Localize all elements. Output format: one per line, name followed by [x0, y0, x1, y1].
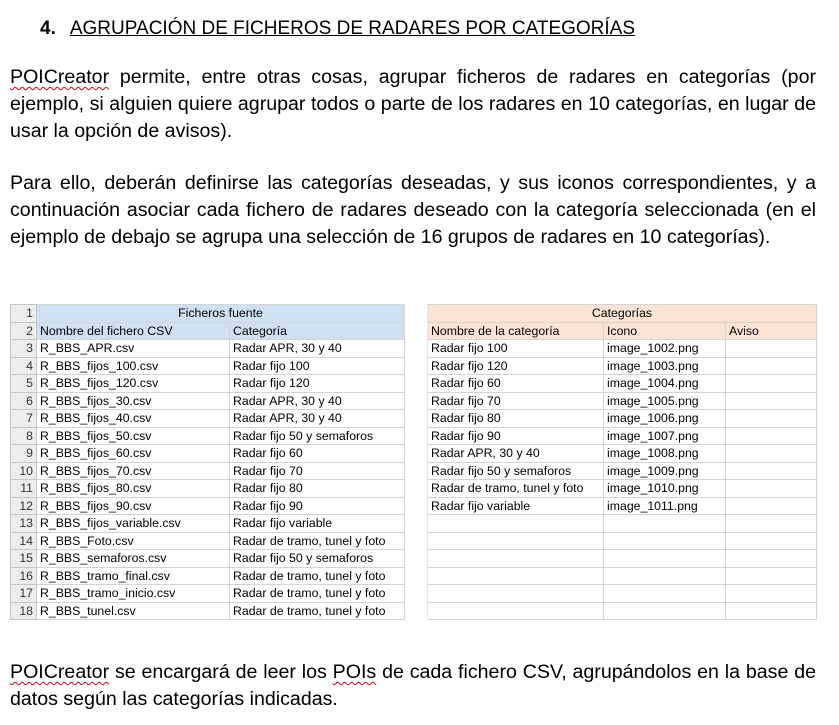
row-number: 12 — [11, 497, 37, 515]
spacer-cell[interactable] — [405, 375, 428, 393]
category-cell[interactable]: Radar fijo 100 — [230, 357, 405, 375]
table-row — [11, 532, 817, 550]
icon-filename-cell[interactable] — [604, 532, 726, 550]
aviso-cell[interactable] — [726, 375, 817, 393]
spacer-cell[interactable] — [405, 340, 428, 358]
category-name-cell[interactable]: Radar fijo variable — [428, 497, 604, 515]
csv-filename-cell[interactable]: R_BBS_semaforos.csv — [37, 550, 230, 568]
category-name-cell[interactable] — [428, 532, 604, 550]
category-cell[interactable]: Radar de tramo, tunel y foto — [230, 602, 405, 620]
spacer-cell[interactable] — [405, 427, 428, 445]
table-row — [11, 480, 817, 498]
row-number: 2 — [11, 322, 37, 340]
row-number: 13 — [11, 515, 37, 533]
aviso-cell[interactable] — [726, 480, 817, 498]
category-cell[interactable]: Radar de tramo, tunel y foto — [230, 585, 405, 603]
csv-filename-cell[interactable]: R_BBS_fijos_variable.csv — [37, 515, 230, 533]
category-name-cell[interactable] — [428, 550, 604, 568]
paragraph-instructions: Para ello, deberán definirse las categorías deseadas, y sus iconos correspondientes, y a continuación asociar cada fichero de radares deseado con la categoría seleccionada (en el ejemplo de debajo se agrupa una selección de 16 grupos de radares en 10 categorías). — [10, 172, 816, 248]
category-name-cell[interactable]: Radar fijo 50 y semaforos — [428, 462, 604, 480]
table-row — [11, 445, 817, 463]
category-name-cell[interactable]: Radar fijo 120 — [428, 357, 604, 375]
aviso-cell[interactable] — [726, 515, 817, 533]
table-row — [11, 375, 817, 393]
csv-filename-cell[interactable]: R_BBS_fijos_30.csv — [37, 392, 230, 410]
paragraph-closing-text-a: se encargará de leer los — [109, 661, 333, 683]
row-number: 11 — [11, 480, 37, 498]
section-number: 4. — [40, 18, 56, 39]
category-name-cell[interactable]: Radar fijo 100 — [428, 340, 604, 358]
spacer-cell[interactable] — [405, 515, 428, 533]
icon-filename-cell[interactable] — [604, 567, 726, 585]
row-number: 1 — [11, 305, 37, 323]
spreadsheet-table — [10, 304, 817, 620]
csv-filename-cell[interactable]: R_BBS_fijos_80.csv — [37, 480, 230, 498]
row-number: 15 — [11, 550, 37, 568]
table-row — [11, 427, 817, 445]
category-cell[interactable]: Radar fijo 70 — [230, 462, 405, 480]
table-row — [11, 410, 817, 428]
category-cell[interactable]: Radar fijo 60 — [230, 445, 405, 463]
row-number: 4 — [11, 357, 37, 375]
aviso-cell[interactable] — [726, 585, 817, 603]
aviso-cell[interactable] — [726, 462, 817, 480]
category-name-cell[interactable]: Radar de tramo, tunel y foto — [428, 480, 604, 498]
csv-filename-cell[interactable]: R_BBS_fijos_90.csv — [37, 497, 230, 515]
category-name-cell[interactable] — [428, 515, 604, 533]
table-row — [11, 340, 817, 358]
category-cell[interactable]: Radar fijo 90 — [230, 497, 405, 515]
row-number: 18 — [11, 602, 37, 620]
category-name-cell[interactable]: Radar fijo 60 — [428, 375, 604, 393]
spacer-cell[interactable] — [405, 462, 428, 480]
term-poicreator: POICreator — [10, 66, 110, 88]
paragraph-intro — [10, 64, 816, 145]
paragraph-closing-text-b: de cada fichero CSV, agrupándolos en la base de datos según las categorías indicadas. — [10, 661, 816, 710]
paragraph-intro-text: permite, entre otras cosas, agrupar ficheros de radares en categorías (por ejemplo, si alguien quiere agrupar todos o parte de los radares en 10 categorías, en lugar de usar la opción de avisos). — [10, 66, 816, 142]
column-header[interactable]: Icono — [604, 322, 726, 340]
category-name-cell[interactable]: Radar fijo 80 — [428, 410, 604, 428]
table-row — [11, 567, 817, 585]
aviso-cell[interactable] — [726, 427, 817, 445]
category-cell[interactable]: Radar fijo variable — [230, 515, 405, 533]
spacer-cell[interactable] — [405, 497, 428, 515]
csv-filename-cell[interactable]: R_BBS_fijos_120.csv — [37, 375, 230, 393]
spacer-cell[interactable] — [405, 602, 428, 620]
category-name-cell[interactable] — [428, 602, 604, 620]
icon-filename-cell[interactable]: image_1004.png — [604, 375, 726, 393]
csv-filename-cell[interactable]: R_BBS_fijos_100.csv — [37, 357, 230, 375]
column-header[interactable]: Categoría — [230, 322, 405, 340]
row-number: 5 — [11, 375, 37, 393]
icon-filename-cell[interactable]: image_1002.png — [604, 340, 726, 358]
category-name-cell[interactable]: Radar APR, 30 y 40 — [428, 445, 604, 463]
table-row — [11, 497, 817, 515]
spacer-cell[interactable] — [405, 480, 428, 498]
icon-filename-cell[interactable] — [604, 602, 726, 620]
table-row — [11, 392, 817, 410]
csv-filename-cell[interactable]: R_BBS_tunel.csv — [37, 602, 230, 620]
aviso-cell[interactable] — [726, 602, 817, 620]
category-cell[interactable]: Radar de tramo, tunel y foto — [230, 567, 405, 585]
spacer-cell[interactable] — [405, 322, 428, 340]
category-cell[interactable]: Radar fijo 50 y semaforos — [230, 550, 405, 568]
row-number: 17 — [11, 585, 37, 603]
spacer-cell[interactable] — [405, 392, 428, 410]
spacer-cell[interactable] — [405, 585, 428, 603]
row-number: 3 — [11, 340, 37, 358]
section-title: AGRUPACIÓN DE FICHEROS DE RADARES POR CATEGORÍAS — [69, 18, 636, 39]
column-header[interactable]: Nombre del fichero CSV — [37, 322, 230, 340]
aviso-cell[interactable] — [726, 532, 817, 550]
spacer-cell[interactable] — [405, 532, 428, 550]
icon-filename-cell[interactable] — [604, 585, 726, 603]
icon-filename-cell[interactable] — [604, 515, 726, 533]
csv-filename-cell[interactable]: R_BBS_fijos_70.csv — [37, 462, 230, 480]
aviso-cell[interactable] — [726, 550, 817, 568]
spacer-cell[interactable] — [405, 410, 428, 428]
aviso-cell[interactable] — [726, 410, 817, 428]
category-cell[interactable]: Radar fijo 50 y semaforos — [230, 427, 405, 445]
spacer-cell[interactable] — [405, 550, 428, 568]
paragraph-closing — [10, 659, 816, 713]
category-cell[interactable]: Radar fijo 120 — [230, 375, 405, 393]
row-number: 9 — [11, 445, 37, 463]
categories-table-title[interactable]: Categorías — [428, 305, 817, 323]
category-name-cell[interactable] — [428, 585, 604, 603]
icon-filename-cell[interactable] — [604, 550, 726, 568]
section-heading — [40, 18, 635, 40]
csv-filename-cell[interactable]: R_BBS_tramo_inicio.csv — [37, 585, 230, 603]
spacer-cell[interactable] — [405, 445, 428, 463]
spacer-cell[interactable] — [405, 357, 428, 375]
csv-filename-cell[interactable]: R_BBS_APR.csv — [37, 340, 230, 358]
category-name-cell[interactable]: Radar fijo 90 — [428, 427, 604, 445]
icon-filename-cell[interactable]: image_1003.png — [604, 357, 726, 375]
category-name-cell[interactable] — [428, 567, 604, 585]
source-table-title[interactable]: Ficheros fuente — [37, 305, 405, 323]
row-number: 8 — [11, 427, 37, 445]
column-header[interactable]: Aviso — [726, 322, 817, 340]
row-number: 10 — [11, 462, 37, 480]
aviso-cell[interactable] — [726, 497, 817, 515]
sheet-row — [11, 322, 817, 340]
term-poicreator: POICreator — [10, 661, 110, 683]
category-cell[interactable]: Radar APR, 30 y 40 — [230, 340, 405, 358]
icon-filename-cell[interactable]: image_1007.png — [604, 427, 726, 445]
csv-filename-cell[interactable]: R_BBS_Foto.csv — [37, 532, 230, 550]
spacer-cell[interactable] — [405, 567, 428, 585]
icon-filename-cell[interactable]: image_1005.png — [604, 392, 726, 410]
csv-filename-cell[interactable]: R_BBS_fijos_40.csv — [37, 410, 230, 428]
category-cell[interactable]: Radar APR, 30 y 40 — [230, 392, 405, 410]
spacer-cell[interactable] — [405, 305, 428, 323]
csv-filename-cell[interactable]: R_BBS_fijos_60.csv — [37, 445, 230, 463]
spreadsheet — [10, 304, 817, 620]
category-cell[interactable]: Radar de tramo, tunel y foto — [230, 532, 405, 550]
table-row — [11, 357, 817, 375]
aviso-cell[interactable] — [726, 357, 817, 375]
aviso-cell[interactable] — [726, 445, 817, 463]
table-row — [11, 462, 817, 480]
icon-filename-cell[interactable]: image_1009.png — [604, 462, 726, 480]
table-row — [11, 585, 817, 603]
row-number: 16 — [11, 567, 37, 585]
icon-filename-cell[interactable]: image_1011.png — [604, 497, 726, 515]
row-number: 6 — [11, 392, 37, 410]
aviso-cell[interactable] — [726, 392, 817, 410]
category-cell[interactable]: Radar APR, 30 y 40 — [230, 410, 405, 428]
column-header[interactable]: Nombre de la categoría — [428, 322, 604, 340]
table-row — [11, 602, 817, 620]
table-row — [11, 515, 817, 533]
icon-filename-cell[interactable]: image_1006.png — [604, 410, 726, 428]
term-pois: POIs — [332, 661, 377, 683]
csv-filename-cell[interactable]: R_BBS_tramo_final.csv — [37, 567, 230, 585]
icon-filename-cell[interactable]: image_1008.png — [604, 445, 726, 463]
csv-filename-cell[interactable]: R_BBS_fijos_50.csv — [37, 427, 230, 445]
category-cell[interactable]: Radar fijo 80 — [230, 480, 405, 498]
category-name-cell[interactable]: Radar fijo 70 — [428, 392, 604, 410]
row-number: 7 — [11, 410, 37, 428]
aviso-cell[interactable] — [726, 567, 817, 585]
aviso-cell[interactable] — [726, 340, 817, 358]
icon-filename-cell[interactable]: image_1010.png — [604, 480, 726, 498]
sheet-row — [11, 305, 817, 323]
table-row — [11, 550, 817, 568]
row-number: 14 — [11, 532, 37, 550]
